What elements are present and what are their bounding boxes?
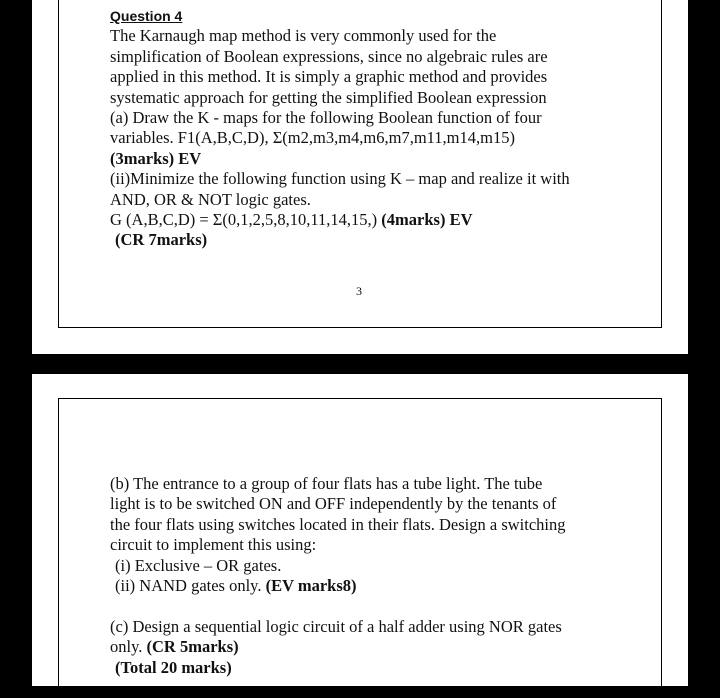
part-aii-marks: (4marks) EV	[381, 209, 473, 229]
intro-line-4: systematic approach for getting the simplified Boolean expression	[110, 87, 547, 107]
part-b-ii: (ii) NAND gates only.	[115, 575, 266, 595]
intro-line-1: The Karnaugh map method is very commonly used for the	[110, 26, 497, 46]
part-b-i: (i) Exclusive – OR gates.	[115, 555, 282, 575]
part-c-line-1: (c) Design a sequential logic circuit of a half adder using NOR gates	[110, 616, 562, 636]
document-page-1	[32, 0, 688, 354]
part-c-line-2	[110, 637, 565, 657]
part-a-marks: (3marks) EV	[110, 148, 202, 168]
part-aii-expression: G (A,B,C,D) = Σ(0,1,2,5,8,10,11,14,15,)	[110, 209, 382, 229]
intro-line-3: applied in this method. It is simply a graphic method and provides	[110, 67, 548, 87]
total-marks: (Total 20 marks)	[115, 657, 232, 677]
part-b-ii-line	[110, 576, 565, 596]
part-c-marks: (CR 5marks)	[146, 637, 239, 657]
question-4-text	[110, 6, 570, 251]
page-number: 3	[356, 284, 362, 298]
part-a-line-1: (a) Draw the K - maps for the following Boolean function of four	[110, 107, 542, 127]
part-aii-expression-line	[110, 210, 570, 230]
spacer	[110, 596, 565, 616]
part-b-line-1: (b) The entrance to a group of four flats has a tube light. The tube	[110, 474, 543, 493]
part-aii-line-1: (ii)Minimize the following function using K – map and realize it with	[110, 169, 570, 189]
document-page-2	[32, 374, 688, 686]
part-a-line-2: variables. F1(A,B,C,D), Σ(m2,m3,m4,m6,m7,m11,m14,m15)	[110, 128, 515, 148]
part-b-line-4: circuit to implement this using:	[110, 535, 317, 555]
question-heading: Question 4	[110, 8, 183, 24]
intro-line-2: simplification of Boolean expressions, since no algebraic rules are	[110, 46, 548, 66]
part-b-line-3: the four flats using switches located in their flats. Design a switching	[110, 514, 566, 534]
part-c-text: only.	[110, 637, 147, 657]
part-aii-line-2: AND, OR & NOT logic gates.	[110, 189, 311, 209]
part-b-line-2: light is to be switched ON and OFF independently by the tenants of	[110, 494, 557, 514]
parts-b-c-text	[110, 474, 565, 678]
part-b-marks: (EV marks8)	[265, 575, 357, 595]
cr-marks: (CR 7marks)	[115, 230, 208, 250]
